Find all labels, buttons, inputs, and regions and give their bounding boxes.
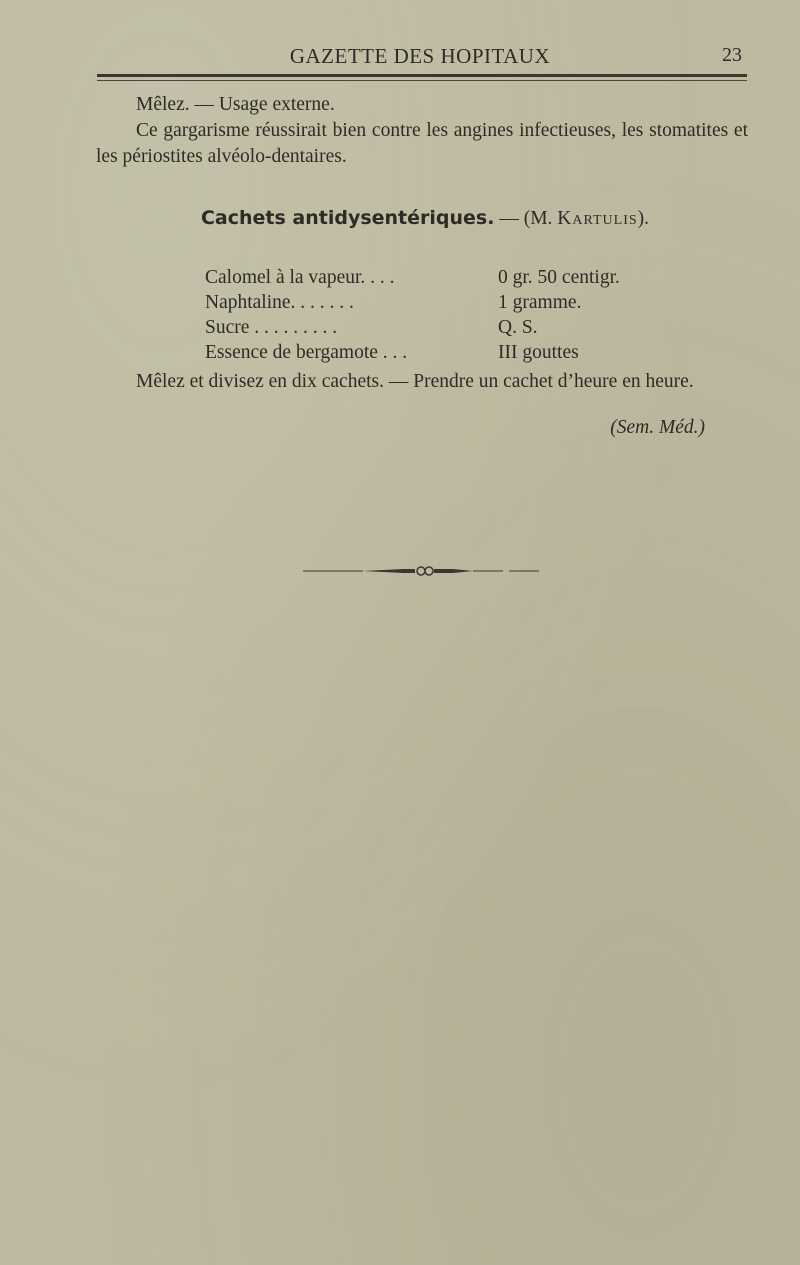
recipe-list xyxy=(205,265,685,365)
recipe-quantity: 0 gr. 50 centigr. xyxy=(498,267,620,288)
recipe-ingredient: Calomel à la vapeur. . . . xyxy=(205,267,395,288)
recipe-row xyxy=(205,340,685,365)
header-rule-thin xyxy=(97,80,747,81)
recipe-row xyxy=(205,315,685,340)
recipe-row xyxy=(205,265,685,290)
ornament-divider xyxy=(303,563,539,579)
recipe-quantity: Q. S. xyxy=(498,317,538,338)
author-name: Kartulis xyxy=(557,208,638,229)
recipe-ingredient: Naphtaline. . . . . . . xyxy=(205,292,354,313)
section-title: Cachets antidysentériques. xyxy=(200,207,495,229)
recipe-ingredient: Essence de bergamote . . . xyxy=(205,342,408,363)
recipe-row xyxy=(205,290,685,315)
author-suffix: ). xyxy=(637,208,650,229)
paragraph-usage: Mêlez. — Usage externe. xyxy=(136,94,335,115)
header-rule-thick xyxy=(97,74,747,77)
recipe-ingredient: Sucre . . . . . . . . . xyxy=(205,317,338,338)
recipe-quantity: III gouttes xyxy=(498,342,579,363)
paragraph-gargarisme: Ce gargarisme réussirait bien contre les angines infectieuses, les stomatites et les périostites alvéolo-dentaires. xyxy=(96,120,748,167)
source-citation: (Sem. Méd.) xyxy=(610,417,705,438)
page-number: 23 xyxy=(722,44,742,66)
recipe-quantity: 1 gramme. xyxy=(498,292,582,313)
author-prefix: — (M. xyxy=(494,208,558,229)
paragraph-instructions: Mêlez et divisez en dix cachets. — Prendre un cachet d’heure en heure. xyxy=(136,371,694,392)
running-title: GAZETTE DES HOPITAUX xyxy=(289,44,551,68)
section-heading xyxy=(0,207,800,230)
running-head xyxy=(0,44,800,70)
